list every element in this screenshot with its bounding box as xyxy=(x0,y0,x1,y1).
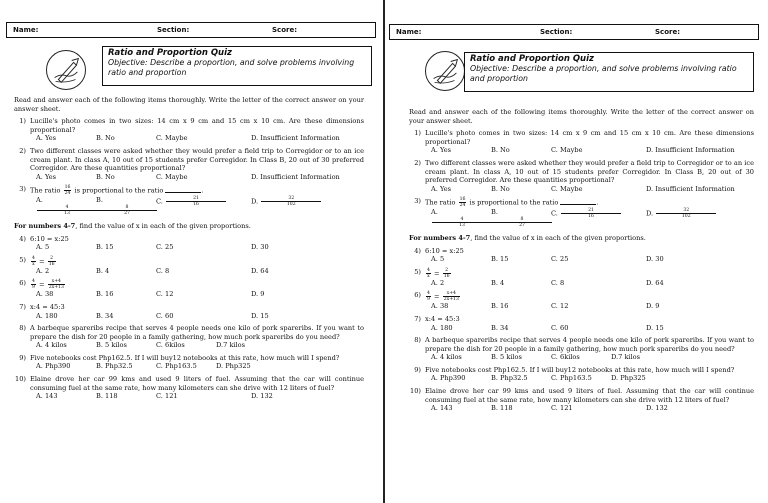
choice[interactable]: D. 15 xyxy=(646,323,664,332)
choice[interactable]: A. Yes xyxy=(431,146,452,155)
question-5: 5) $\frac{4}{x}$ = $\frac{2}{16}$ xyxy=(414,267,450,279)
choices-9 xyxy=(431,374,754,383)
hand-writing-icon xyxy=(46,50,86,90)
choice[interactable]: D. Insufficient Information xyxy=(646,146,735,155)
quiz-title: Ratio and Proportion Quiz xyxy=(470,54,594,64)
choices-6 xyxy=(431,302,754,311)
hand-writing-icon xyxy=(425,51,465,91)
choice[interactable]: B. No xyxy=(491,146,510,155)
fraction: $\frac{16}{24}$ xyxy=(64,185,71,197)
section-field-label[interactable]: Section: xyxy=(540,28,573,36)
choice[interactable]: C. $\frac{21}{16}$ xyxy=(156,196,251,216)
section-field-label[interactable]: Section: xyxy=(157,26,190,34)
choices-7 xyxy=(36,312,364,321)
choice[interactable]: D.7 kilos xyxy=(611,353,641,362)
choice[interactable]: D. 132 xyxy=(251,392,273,401)
choices-5 xyxy=(36,267,364,276)
question-2: 2) Two different classes were asked whether they would prefer a field trip to Corregidor or to an ice cream plant. In class A, 10 out of 15 students prefer Corregidor. In Class B, 20 out of 30 preferred Corregidor. Are these quantities proportional? xyxy=(414,158,754,185)
choice[interactable]: C. 12 xyxy=(156,290,174,299)
question-1: 1) Lucille's photo comes in two sizes: 14 cm x 9 cm and 15 cm x 10 cm. Are these dimensions proportional? xyxy=(19,117,364,134)
choice[interactable]: D. Php325 xyxy=(611,374,646,383)
quiz-sheet-left xyxy=(6,0,382,503)
choice[interactable]: A. 38 xyxy=(36,290,54,299)
quiz-title-box xyxy=(102,46,372,86)
choice[interactable]: D. Php325 xyxy=(216,362,251,371)
choices-6 xyxy=(36,290,364,299)
choices-3 xyxy=(36,196,364,216)
choice[interactable]: B. $\frac{8}{27}$ xyxy=(491,208,551,228)
choice[interactable]: C. Maybe xyxy=(156,172,188,181)
choice[interactable]: C. 25 xyxy=(156,243,174,252)
choice[interactable]: D. Insufficient Information xyxy=(251,172,340,181)
question-3: 3) The ratio $\frac{16}{24}$ is proportional to the ratio . xyxy=(19,185,204,197)
choice[interactable]: B. $\frac{8}{27}$ xyxy=(96,196,156,216)
question-8: 8) A barbeque spareribs recipe that serves 4 people needs one kilo of pork spareribs. If you want to prepare the dish for 20 people in a family gathering, how much pork spareribs do you need? xyxy=(414,336,754,353)
choices-3 xyxy=(431,208,754,228)
question-3: 3) The ratio $\frac{16}{24}$ is proportional to the ratio . xyxy=(414,197,599,209)
question-7: 7) x:4 = 45:3 xyxy=(414,314,460,323)
question-4: 4) 6:10 = x:25 xyxy=(414,246,464,255)
question-2: 2) Two different classes were asked whether they would prefer a field trip to Corregidor or to an ice cream plant. In class A, 10 out of 15 students prefer Corregidor. In Class B, 20 out of 30 preferred Corregidor. Are these quantities proportional? xyxy=(19,146,364,173)
student-info-header xyxy=(389,24,759,40)
choices-1 xyxy=(36,134,364,143)
choices-1 xyxy=(431,146,754,155)
choice[interactable]: A. 180 xyxy=(431,323,453,332)
choice[interactable]: B. 34 xyxy=(96,311,114,320)
choice[interactable]: D. 132 xyxy=(646,404,668,413)
name-field-label[interactable]: Name: xyxy=(396,28,422,36)
choices-8 xyxy=(431,353,754,362)
choice[interactable]: C. 60 xyxy=(551,323,569,332)
choice[interactable]: B. 16 xyxy=(96,290,114,299)
choice[interactable]: A. $\frac{4}{13}$ xyxy=(431,208,491,228)
choice[interactable]: A. 38 xyxy=(431,302,449,311)
quiz-objective: Objective: Describe a proportion, and solve problems involving ratio and proportion xyxy=(108,58,355,77)
name-field-label[interactable]: Name: xyxy=(13,26,39,34)
choices-9 xyxy=(36,362,364,371)
choice[interactable]: A. Yes xyxy=(431,184,452,193)
choice[interactable]: A. 5 xyxy=(36,243,50,252)
score-field-label[interactable]: Score: xyxy=(655,28,680,36)
choice[interactable]: B. Php32.5 xyxy=(96,362,133,371)
instructions: Read and answer each of the following items thoroughly. Write the letter of the correct answer on your answer sheet. xyxy=(14,96,364,113)
question-10: 10) Elaine drove her car 99 kms and used 9 liters of fuel. Assuming that the car will continue consuming fuel at the same rate, how many kilometers can she drive with 12 liters of fuel? xyxy=(410,387,754,404)
section-heading: For numbers 4-7, find the value of x in each of the given proportions. xyxy=(409,233,646,242)
choice[interactable]: D. Insufficient Information xyxy=(251,134,340,143)
choice[interactable]: A. $\frac{4}{13}$ xyxy=(36,196,96,216)
question-6: 6) $\frac{4}{9}$ = $\frac{x+4}{2x+13}$ xyxy=(19,279,64,291)
quiz-body xyxy=(409,108,754,413)
choice[interactable]: A. 5 xyxy=(431,255,445,264)
choice[interactable]: D. 15 xyxy=(251,311,269,320)
choice[interactable]: A. 4 kilos xyxy=(36,341,67,350)
quiz-objective: Objective: Describe a proportion, and solve problems involving ratio and proportion xyxy=(470,64,737,83)
choice[interactable]: A. 180 xyxy=(36,311,58,320)
choice[interactable]: D.7 kilos xyxy=(216,341,246,350)
choices-4 xyxy=(431,255,754,264)
choice[interactable]: C. $\frac{21}{16}$ xyxy=(551,208,646,228)
choice[interactable]: C. Php163.5 xyxy=(551,374,592,383)
choice[interactable]: A. Yes xyxy=(36,134,57,143)
quiz-title: Ratio and Proportion Quiz xyxy=(108,48,232,58)
choice[interactable]: B. 5 kilos xyxy=(96,341,127,350)
choice[interactable]: A. 2 xyxy=(431,278,445,287)
choice[interactable]: D. $\frac{32}{102}$ xyxy=(251,196,346,216)
choice[interactable]: B. 4 xyxy=(96,266,110,275)
answer-blank[interactable] xyxy=(560,199,596,205)
choice[interactable]: B. No xyxy=(96,134,115,143)
quiz-sheet-right xyxy=(389,6,765,503)
choice[interactable]: B. 15 xyxy=(96,243,114,252)
choice[interactable]: A. Php390 xyxy=(36,362,71,371)
choices-4 xyxy=(36,243,364,252)
choices-10 xyxy=(36,392,364,401)
answer-blank[interactable] xyxy=(165,187,201,193)
choice[interactable]: B. No xyxy=(491,184,510,193)
choice[interactable]: C. 6kilos xyxy=(156,341,185,350)
question-10: 10) Elaine drove her car 99 kms and used 9 liters of fuel. Assuming that the car will continue consuming fuel at the same rate, how many kilometers can she drive with 12 liters of fuel? xyxy=(15,375,364,392)
choice[interactable]: A. 4 kilos xyxy=(431,353,462,362)
choice[interactable]: B. No xyxy=(96,172,115,181)
fraction: $\frac{16}{24}$ xyxy=(459,197,466,209)
choices-8 xyxy=(36,341,364,350)
student-info-header xyxy=(6,22,376,38)
choice[interactable]: C. Maybe xyxy=(551,146,583,155)
choice[interactable]: B. 5 kilos xyxy=(491,353,522,362)
choices-5 xyxy=(431,279,754,288)
question-6: 6) $\frac{4}{9}$ = $\frac{x+4}{2x+13}$ xyxy=(414,291,459,303)
choice[interactable]: A. Yes xyxy=(36,172,57,181)
choices-2 xyxy=(431,185,754,194)
choice[interactable]: B. 16 xyxy=(491,302,509,311)
choice[interactable]: C. Maybe xyxy=(156,134,188,143)
choice[interactable]: D. 9 xyxy=(251,290,265,299)
choice[interactable]: D. 30 xyxy=(646,255,664,264)
choice[interactable]: C. 6kilos xyxy=(551,353,580,362)
choice[interactable]: C. 60 xyxy=(156,311,174,320)
instructions: Read and answer each of the following items thoroughly. Write the letter of the correct answer on your answer sheet. xyxy=(409,108,754,125)
choice[interactable]: B. 118 xyxy=(96,392,118,401)
score-field-label[interactable]: Score: xyxy=(272,26,297,34)
page-divider xyxy=(383,0,385,503)
choice[interactable]: D. $\frac{32}{102}$ xyxy=(646,208,741,228)
choice[interactable]: C. 8 xyxy=(551,278,565,287)
quiz-title-box xyxy=(464,52,754,92)
choice[interactable]: B. 118 xyxy=(491,404,513,413)
choice[interactable]: C. 8 xyxy=(156,266,170,275)
choices-7 xyxy=(431,324,754,333)
choice[interactable]: C. 12 xyxy=(551,302,569,311)
choice[interactable]: C. 25 xyxy=(551,255,569,264)
choice[interactable]: B. 4 xyxy=(491,278,505,287)
choice[interactable]: B. 15 xyxy=(491,255,509,264)
question-8: 8) A barbeque spareribs recipe that serves 4 people needs one kilo of pork spareribs. If you want to prepare the dish for 20 people in a family gathering, how much pork spareribs do you need? xyxy=(19,324,364,341)
choice[interactable]: C. Maybe xyxy=(551,184,583,193)
choice[interactable]: B. Php32.5 xyxy=(491,374,528,383)
choice[interactable]: A. Php390 xyxy=(431,374,466,383)
choice[interactable]: C. Php163.5 xyxy=(156,362,197,371)
section-heading: For numbers 4-7, find the value of x in each of the given proportions. xyxy=(14,221,251,230)
choice[interactable]: C. 121 xyxy=(156,392,178,401)
choice[interactable]: A. 143 xyxy=(431,404,453,413)
choices-2 xyxy=(36,173,364,182)
choice[interactable]: D. 64 xyxy=(251,266,269,275)
choice[interactable]: D. Insufficient Information xyxy=(646,184,735,193)
question-7: 7) x:4 = 45:3 xyxy=(19,302,65,311)
question-9: 9) Five notebooks cost Php162.5. If I will buy12 notebooks at this rate, how much will I spend? xyxy=(414,365,735,374)
choice[interactable]: C. 121 xyxy=(551,404,573,413)
quiz-body xyxy=(14,96,364,401)
choices-10 xyxy=(431,404,754,413)
question-4: 4) 6:10 = x:25 xyxy=(19,234,69,243)
choice[interactable]: B. 34 xyxy=(491,323,509,332)
choice[interactable]: D. 64 xyxy=(646,278,664,287)
question-5: 5) $\frac{4}{x}$ = $\frac{2}{16}$ xyxy=(19,255,55,267)
choice[interactable]: D. 30 xyxy=(251,243,269,252)
choice[interactable]: A. 143 xyxy=(36,392,58,401)
question-9: 9) Five notebooks cost Php162.5. If I will buy12 notebooks at this rate, how much will I spend? xyxy=(19,353,340,362)
question-1: 1) Lucille's photo comes in two sizes: 14 cm x 9 cm and 15 cm x 10 cm. Are these dimensions proportional? xyxy=(414,129,754,146)
choice[interactable]: A. 2 xyxy=(36,266,50,275)
choice[interactable]: D. 9 xyxy=(646,302,660,311)
